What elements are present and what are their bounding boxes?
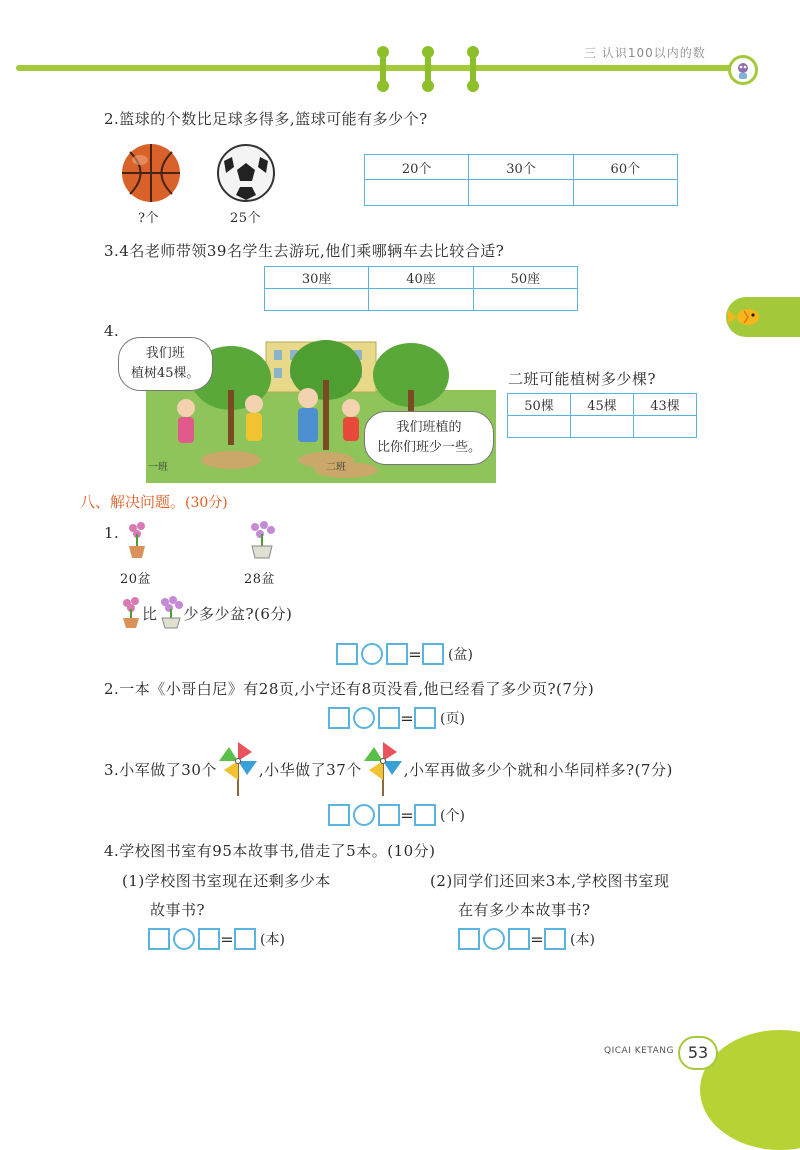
answer-cell[interactable] [369,289,473,311]
equals-sign: = [400,805,414,825]
answer-cell[interactable] [265,289,369,311]
option-cell: 30个 [469,155,573,180]
problem-4-sub-2-equation [458,928,595,950]
section-8-heading [80,491,228,512]
number-box[interactable] [148,928,170,950]
operator-circle[interactable] [353,707,375,729]
section-8-points: (30分) [185,495,228,511]
problem-4-sub-1-line-2: 故事书? [150,901,206,919]
number-box[interactable] [198,928,220,950]
speech-bubble-class-2 [364,411,494,465]
unit-label: (页) [440,711,465,727]
fish-icon [726,297,766,337]
problem-1-question-tail: 少多少盆?(6分) [183,604,293,623]
pinwheel-icon [364,740,402,798]
answer-cell[interactable] [469,180,573,206]
page-number: 53 [678,1036,718,1070]
problem-1-equation [336,643,473,665]
problem-4-sub-2-line-2: 在有多少本故事书? [458,901,591,919]
option-cell: 50座 [473,267,577,289]
option-cell: 30座 [265,267,369,289]
operator-circle[interactable] [361,643,383,665]
problem-3-part-2: ,小华做了37个 [258,760,362,779]
problem-4-text: 4.学校图书室有95本故事书,借走了5本。(10分) [104,842,436,860]
equals-sign: = [400,708,414,728]
number-box[interactable] [378,707,400,729]
answer-cell[interactable] [365,180,469,206]
unit-label: (本) [260,932,285,948]
operator-circle[interactable] [353,804,375,826]
problem-1-number: 1. [104,524,120,542]
problem-4-sub-2-line-1: (2)同学们还回来3本,学校图书室现 [430,872,670,890]
question-4-options-table [507,393,697,438]
chapter-title: 三 认识100以内的数 [584,46,706,60]
ground-label-class-2: 二班 [326,462,346,473]
result-box[interactable] [414,804,436,826]
binder-peg [425,52,431,86]
unit-label: (盆) [448,647,473,663]
soccer-count-label: 25个 [230,211,262,226]
header-bar [16,65,756,71]
result-box[interactable] [422,643,444,665]
problem-2-text: 2.一本《小哥白尼》有28页,小宁还有8页没看,他已经看了多少页?(7分) [104,680,595,698]
number-box[interactable] [378,804,400,826]
plant-2-count: 28盆 [244,572,276,587]
problem-3-equation [328,804,465,826]
number-box[interactable] [458,928,480,950]
ground-label-class-1: 一班 [148,462,168,473]
question-2-text: 2.篮球的个数比足球多得多,篮球可能有多少个? [104,110,428,128]
question-4-number: 4. [104,322,120,340]
unit-label: (本) [570,932,595,948]
bubble-line: 比你们班少一些。 [377,440,482,455]
number-box[interactable] [508,928,530,950]
basketball-icon [120,142,182,204]
bubble-line: 我们班植的 [396,420,462,435]
question-3-text: 3.4名老师带领39名学生去游玩,他们乘哪辆车去比较合适? [104,242,505,260]
equals-sign: = [220,929,234,949]
potted-plant-large-icon [246,520,278,560]
result-box[interactable] [544,928,566,950]
question-2-options-table [364,154,678,206]
problem-1-question [120,596,292,630]
pinwheel-icon [219,740,257,798]
problem-4-sub-1-equation [148,928,285,950]
equals-sign: = [530,929,544,949]
compare-word: 比 [142,604,158,623]
result-box[interactable] [234,928,256,950]
bubble-line: 植树45棵。 [131,366,200,381]
binder-peg [470,52,476,86]
answer-cell[interactable] [571,416,634,438]
problem-3-text [104,740,673,798]
option-cell: 50棵 [508,394,571,416]
operator-circle[interactable] [483,928,505,950]
equals-sign: = [408,644,422,664]
potted-plant-small-icon [124,520,150,560]
number-box[interactable] [328,707,350,729]
unit-label: (个) [440,808,465,824]
answer-cell[interactable] [573,180,677,206]
plant-1-count: 20盆 [120,572,152,587]
problem-3-part-3: ,小军再做多少个就和小华同样多?(7分) [403,760,673,779]
potted-plant-small-icon [120,596,142,630]
section-8-title: 八、解决问题。 [80,493,186,511]
option-cell: 43棵 [634,394,697,416]
option-cell: 45棵 [571,394,634,416]
option-cell: 40座 [369,267,473,289]
question-3-options-table [264,266,578,311]
bubble-line: 我们班 [145,346,185,361]
problem-3-part-1: 3.小军做了30个 [104,760,217,779]
speech-bubble-class-1 [118,337,213,391]
number-box[interactable] [328,804,350,826]
result-box[interactable] [414,707,436,729]
side-tab [726,297,800,337]
option-cell: 20个 [365,155,469,180]
problem-2-equation [328,707,465,729]
answer-cell[interactable] [634,416,697,438]
question-4-text: 二班可能植树多少棵? [508,370,657,388]
potted-plant-large-icon [158,596,184,630]
problem-4-sub-1-line-1: (1)学校图书室现在还剩多少本 [122,872,331,890]
binder-peg [380,52,386,86]
mascot-logo-icon [728,55,758,85]
operator-circle[interactable] [173,928,195,950]
answer-cell[interactable] [508,416,571,438]
number-box[interactable] [336,643,358,665]
answer-cell[interactable] [473,289,577,311]
basketball-count-label: ?个 [138,211,159,226]
number-box[interactable] [386,643,408,665]
option-cell: 60个 [573,155,677,180]
brand-label: QICAI KETANG [604,1046,674,1056]
soccer-ball-icon [216,143,276,203]
